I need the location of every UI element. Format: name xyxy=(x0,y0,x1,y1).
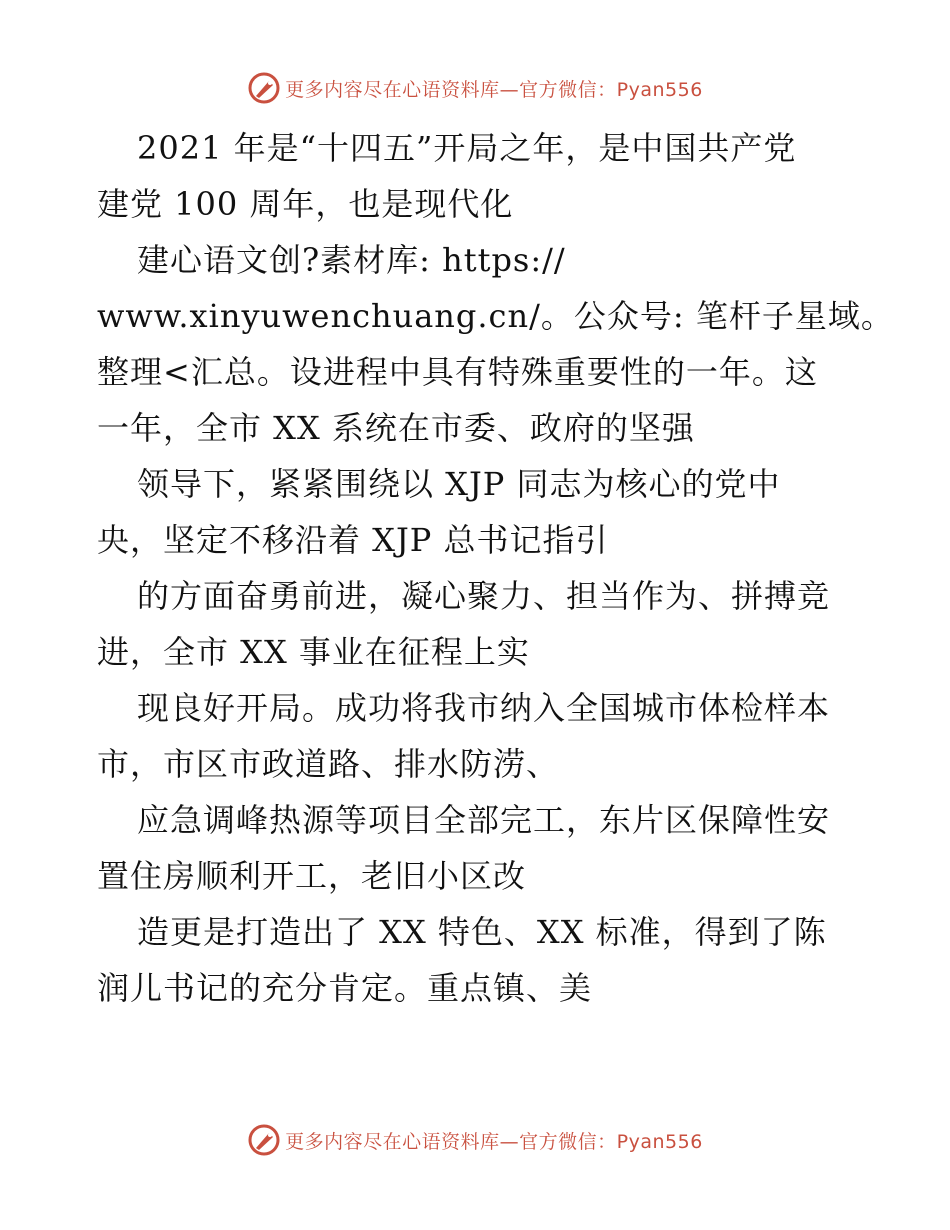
body-line: 应急调峰热源等项目全部完工，东片区保障性安 xyxy=(137,801,831,839)
body-line: 造更是打造出了 XX 特色、XX 标准，得到了陈 xyxy=(137,913,827,951)
pen-nib-circle-icon xyxy=(247,71,281,105)
body-line: www.xinyuwenchuang.cn/。公众号: 笔杆子星域。 xyxy=(97,297,894,335)
body-line: 领导下，紧紧围绕以 XJP 同志为核心的党中 xyxy=(137,465,781,503)
body-line: 2021 年是“十四五”开局之年，是中国共产党 xyxy=(137,129,797,167)
footer-banner-text: 更多内容尽在心语资料库—官方微信：Pyan556 xyxy=(285,1130,703,1153)
body-line: 建心语文创?素材库: https:// xyxy=(137,241,566,279)
body-line: 的方面奋勇前进，凝心聚力、担当作为、拼搏竞 xyxy=(137,577,831,615)
body-line: 整理<汇总。设进程中具有特殊重要性的一年。这 xyxy=(97,353,818,391)
body-line: 润儿书记的充分肯定。重点镇、美 xyxy=(97,969,593,1007)
body-line: 央，坚定不移沿着 XJP 总书记指引 xyxy=(97,521,609,559)
body-line: 进，全市 XX 事业在征程上实 xyxy=(97,633,530,671)
header-banner-text: 更多内容尽在心语资料库—官方微信：Pyan556 xyxy=(285,78,703,101)
body-line: 置住房顺利开工，老旧小区改 xyxy=(97,857,527,895)
body-line: 一年，全市 XX 系统在市委、政府的坚强 xyxy=(97,409,695,447)
body-line: 市，市区市政道路、排水防涝、 xyxy=(97,745,560,783)
body-line: 现良好开局。成功将我市纳入全国城市体检样本 xyxy=(137,689,831,727)
pen-nib-circle-icon xyxy=(247,1123,281,1157)
body-line: 建党 100 周年，也是现代化 xyxy=(97,185,514,223)
header-banner xyxy=(0,68,950,108)
document-body xyxy=(97,120,894,1016)
footer-banner xyxy=(0,1120,950,1160)
